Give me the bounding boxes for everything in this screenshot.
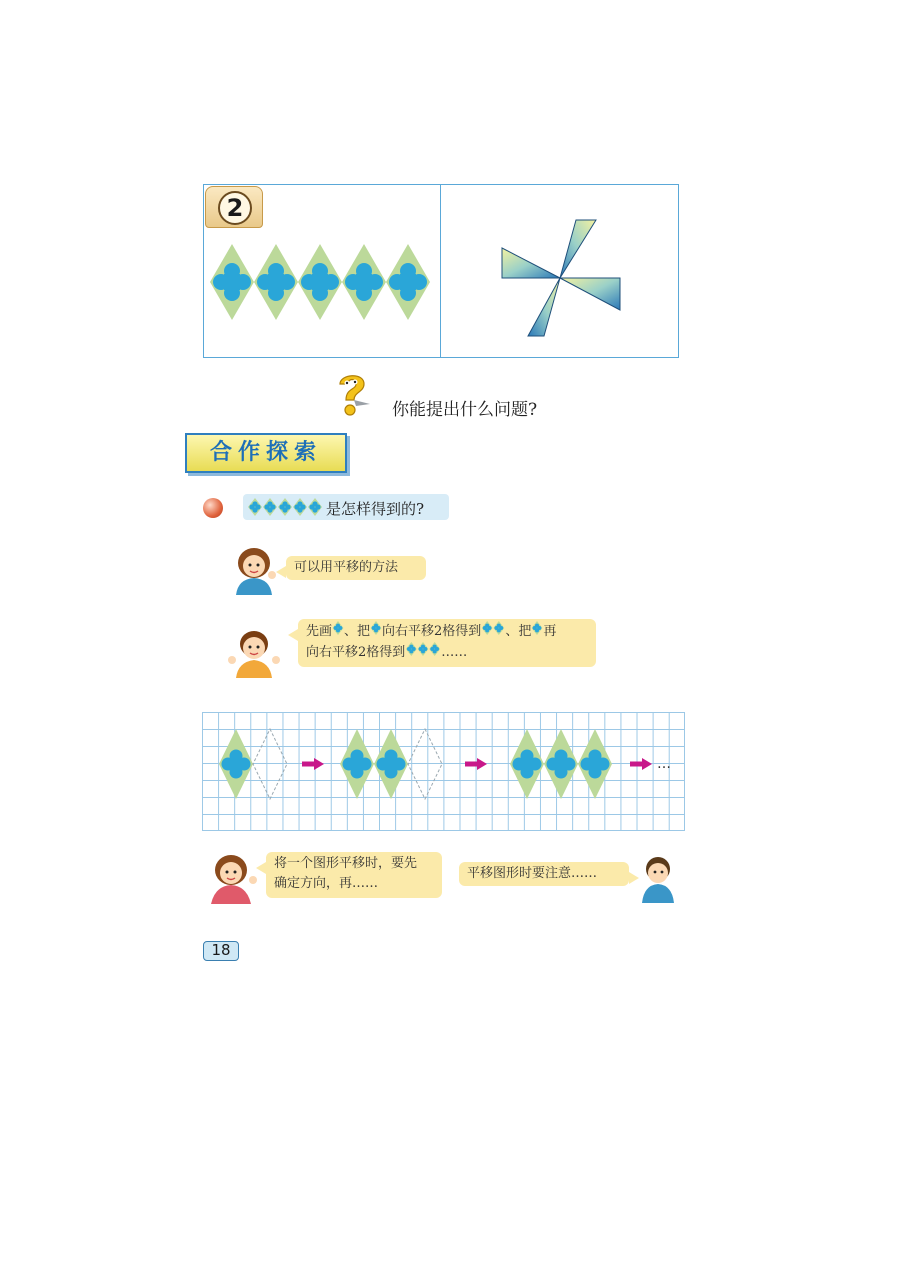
figure-divider <box>440 184 441 358</box>
boy-character-icon <box>638 853 678 903</box>
grid-cross-tile <box>219 729 253 799</box>
bubble-text: 平移图形时要注意…… <box>467 866 598 881</box>
grid-dashed-tile <box>253 729 287 799</box>
grid-cross-tile <box>510 729 544 799</box>
diamond-cross-tile <box>254 244 298 320</box>
prompt-text: 是怎样得到的? <box>326 500 425 518</box>
right-arrow-icon <box>302 758 324 770</box>
problem-number: 2 <box>218 191 252 225</box>
two-cross-tiles-icon <box>481 621 505 635</box>
bubble-line-2: 向右平移2格得到 …… <box>306 642 588 663</box>
bubble-line-2: 确定方向，再…… <box>274 876 379 891</box>
cross-tile-icon <box>332 621 344 635</box>
speech-bubble-girl-1 <box>286 556 426 580</box>
grid-cross-tile <box>340 729 374 799</box>
problem-number-badge <box>205 186 263 228</box>
pinwheel-figure <box>498 216 626 340</box>
diamond-cross-tile <box>386 244 430 320</box>
diamond-cross-tile <box>210 244 254 320</box>
girl-character-icon <box>228 545 280 595</box>
pinwheel-blade <box>560 220 596 278</box>
diamond-cross-tile <box>342 244 386 320</box>
translation-sequence <box>202 712 685 831</box>
page-number: 18 <box>203 941 239 961</box>
right-arrow-icon <box>630 758 652 770</box>
grid-ellipsis: … <box>657 756 671 772</box>
grid-cross-tile <box>578 729 612 799</box>
speech-bubble-boy-1 <box>298 619 596 667</box>
question-text: 你能提出什么问题? <box>392 400 538 420</box>
small-cross-pattern <box>248 498 326 516</box>
right-arrow-icon <box>465 758 487 770</box>
cross-tile-icon <box>370 621 382 635</box>
diamond-pattern-row <box>208 244 436 320</box>
speech-bubble-girl-2 <box>266 852 442 898</box>
bubble-line-1: 先画 、把 向右平移2格得到 、把 再 <box>306 621 588 642</box>
pinwheel-blade <box>502 248 560 278</box>
girl-character-icon <box>205 852 259 904</box>
pinwheel-blade <box>528 278 560 336</box>
bubble-text: 可以用平移的方法 <box>294 560 399 575</box>
question-mark-character-icon <box>334 370 370 418</box>
section-heading <box>185 433 347 473</box>
grid-cross-tile <box>544 729 578 799</box>
boy-character-icon <box>226 626 282 678</box>
bullet-ball-icon <box>203 498 223 518</box>
bubble-line-1: 将一个图形平移时，要先 <box>274 856 418 871</box>
pinwheel-blade <box>560 278 620 310</box>
section-heading-text: 合作探索 <box>209 440 322 465</box>
diamond-cross-tile <box>298 244 342 320</box>
grid-dashed-tile <box>408 729 442 799</box>
grid-cross-tile <box>374 729 408 799</box>
speech-bubble-boy-2 <box>459 862 629 886</box>
cross-tile-icon <box>531 621 543 635</box>
three-cross-tiles-icon <box>405 642 441 656</box>
